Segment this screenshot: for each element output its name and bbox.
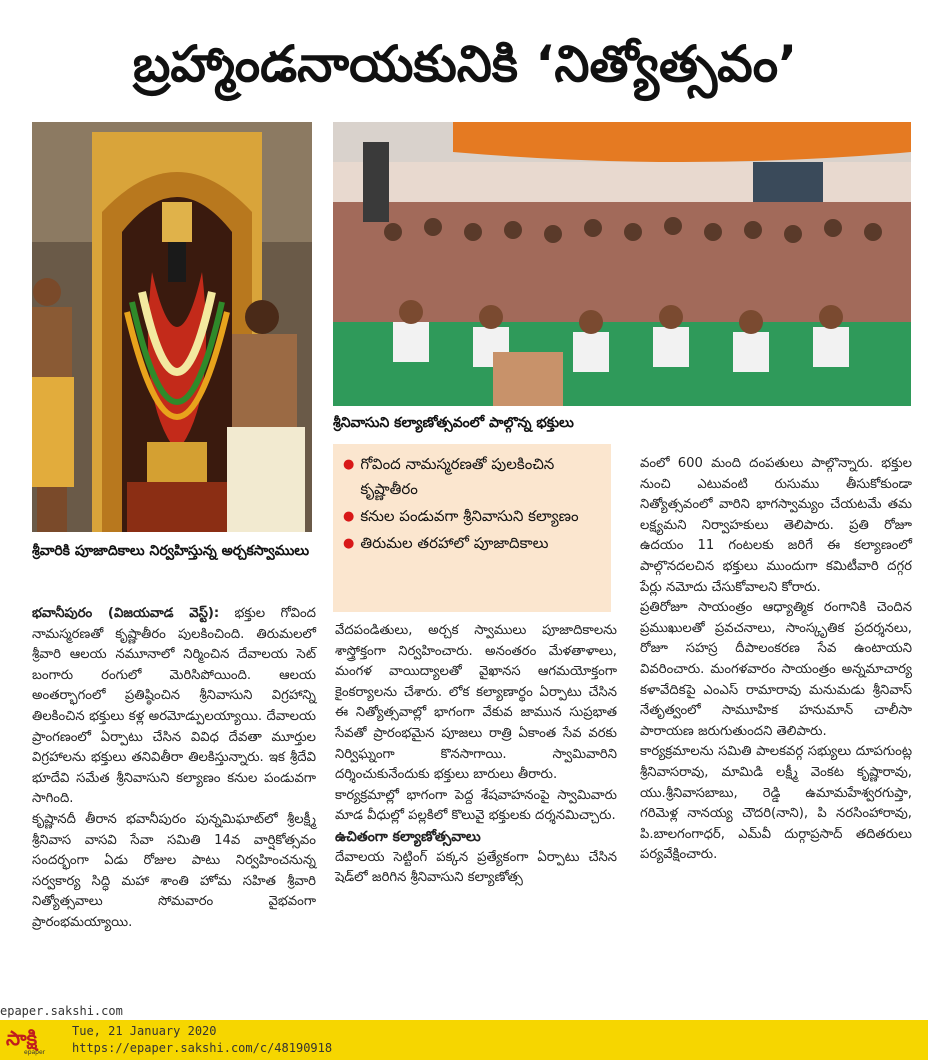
bullet-icon: ● bbox=[343, 536, 355, 551]
article-paragraph: కృష్ణానదీ తీరాన భవానీపురం పున్నమిఘాట్‌లో శ్రీలక్ష్మీ శ్రీనివాస వాసవి సేవా సమితి 14వ వార్షికోత్సవం సందర్భంగా ఏడు రోజుల పాటు నిర్వహించనున్న సర్వకార్య సిద్ధి మహా శాంతి హోమ సహిత శ్రీవారి నిత్యోత్సవాలు సోమవారం వైభవంగా ప్రారంభమయ్యాయి. bbox=[32, 811, 316, 930]
article-column-1 bbox=[32, 604, 316, 934]
bullet-icon: ● bbox=[343, 457, 355, 472]
footer-date: Tue, 21 January 2020 bbox=[72, 1024, 217, 1038]
sakshi-logo[interactable]: సాక్షి epaper bbox=[6, 1026, 46, 1056]
footer-bar bbox=[0, 1020, 928, 1060]
article-column-2 bbox=[335, 621, 617, 889]
headline: బ్రహ్మాండనాయకునికి ‘నిత్యోత్సవం’ bbox=[132, 35, 798, 93]
article-paragraph: వంలో 600 మంది దంపతులు పాల్గొన్నారు. భక్తుల నుంచి ఎటువంటి రుసుము తీసుకోకుండా నిత్యోత్సవంలో వారిని భాగస్వామ్యం చేయటమే తమ లక్ష్యమని నిర్వాహకులు తెలిపారు. ప్రతి రోజూ ఉదయం 11 గంటలకు జరిగే ఈ కల్యాణంలో పాల్గొనదలచిన భక్తులు ముందుగా కమిటీవారి దగ్గర పేర్లు నమోదు చేసుకోవాలని కోరారు. bbox=[640, 456, 912, 595]
left-photo-caption: శ్రీవారికి పూజాదికాలు నిర్వహిస్తున్న అర్చకస్వాములు bbox=[32, 543, 310, 559]
footer-link[interactable]: https://epaper.sakshi.com/c/48190918 bbox=[72, 1041, 333, 1055]
article-paragraph: దేవాలయ సెట్టింగ్‌ పక్కన ప్రత్యేకంగా ఏర్పాటు చేసిన షెడ్‌లో జరిగిన శ్రీనివాసుని కల్యాణోత్స bbox=[335, 849, 617, 886]
deity-photo bbox=[32, 122, 312, 532]
right-photo-caption: శ్రీనివాసుని కల్యాణోత్సవంలో పాల్గొన్న భక్తులు bbox=[333, 415, 574, 431]
kalyanam-crowd-photo bbox=[333, 122, 911, 406]
highlight-item: ● గోవింద నామస్మరణతో పులకించిన కృష్ణాతీరం bbox=[343, 452, 601, 502]
article-paragraph: కార్యక్రమాలను సమితి పాలకవర్గ సభ్యులు దూపగుంట్ల శ్రీనివాసరావు, మామిడి లక్ష్మీ వెంకట కృష్ణారావు, యు.శ్రీనివాసబాబు, రెడ్డి ఉమామహేశ్వరగుప్తా, గరిమెళ్ల నానయ్య చౌదరి(నాని), పి నరసింహారావు, పి.బాలగంగాధర్‌, ఎమ్‌వీ దుర్గాప్రసాద్‌ తదితరులు పర్యవేక్షించారు. bbox=[640, 744, 912, 863]
article-paragraph: వేదపండితులు, అర్చక స్వాములు పూజాదికాలను శాస్త్రోక్తంగా నిర్వహించారు. అనంతరం మేళతాళాలు, మంగళ వాయిద్యాలతో వైఖానస ఆగమయోక్తంగా కైంకర్యాలను చేశారు. లోక కల్యాణార్థం ఏర్పాటు చేసిన ఈ నిత్యోత్సవాల్లో భాగంగా వేకువ జామున సుప్రభాత సేవతో ప్రారంభమైన పూజలు రాత్రి ఏకాంత సేవ వరకు నిర్విఘ్నంగా కొనసాగాయి. స్వామివారిని దర్శించుకునేందుకు భక్తులు బారులు తీరారు. bbox=[335, 623, 617, 783]
epaper-url-label: epaper.sakshi.com bbox=[0, 1004, 123, 1018]
highlights-box bbox=[333, 444, 611, 612]
article-subhead: ఉచితంగా కల్యాణోత్సవాలు bbox=[335, 828, 481, 845]
article-paragraph: భవానీపురం (విజయవాడ వెస్ట్‌): భక్తుల గోవింద నామస్మరణతో కృష్ణాతీరం పులకించింది. తిరుమలలో శ్రీవారి ఆలయ నమూనాలో నిర్మించిన దేవాలయ సెట్‌ బంగారు రంగులో మెరిసిపోయింది. ఆలయ అంతర్భాగంలో ప్రతిష్ఠించిన శ్రీనివాసుని విగ్రహాన్ని తిలకించిన భక్తులు కళ్ల అరమోడ్పులయ్యాయి. దేవాలయ ప్రాంగణంలో ఏర్పాటు చేసిన వివిధ దేవతా మూర్తుల విగ్రహాలను భక్తులు తనివితీరా తిలకిస్తున్నారు. ఇక శ్రీదేవి భూదేవి సమేత శ్రీనివాసుని కల్యాణం కనుల పండువగా సాగింది. bbox=[32, 606, 316, 807]
article-paragraph: కార్యక్రమాల్లో భాగంగా పెద్ద శేషవాహనంపై స్వామివారు మాడ వీధుల్లో పల్లకిలో కొలువై భక్తులకు దర్శనమిచ్చారు. bbox=[335, 787, 617, 824]
bullet-icon: ● bbox=[343, 509, 355, 524]
highlight-item: ● కనుల పండువగా శ్రీనివాసుని కల్యాణం bbox=[343, 504, 601, 529]
highlight-item: ● తిరుమల తరహాలో పూజాదికాలు bbox=[343, 531, 601, 556]
dateline: భవానీపురం (విజయవాడ వెస్ట్‌): bbox=[32, 606, 220, 621]
article-column-3 bbox=[640, 454, 912, 866]
article-paragraph: ప్రతిరోజూ సాయంత్రం ఆధ్యాత్మిక రంగానికి చెందిన ప్రముఖులతో ప్రవచనాలు, సాంస్కృతిక ప్రదర్శనలు, రోజూ సహస్ర దీపాలంకరణ సేవ ఉంటాయని వివరించారు. మంగళవారం సాయంత్రం అన్నమాచార్య కళావేదికపై ఎంఎస్‌ రామారావు మనుమడు శ్రీనివాస్‌ నేతృత్వంలో సామూహిక హనుమాన్‌ చాలీసా పారాయణ జరుగుతుందని తెలిపారు. bbox=[640, 600, 912, 739]
